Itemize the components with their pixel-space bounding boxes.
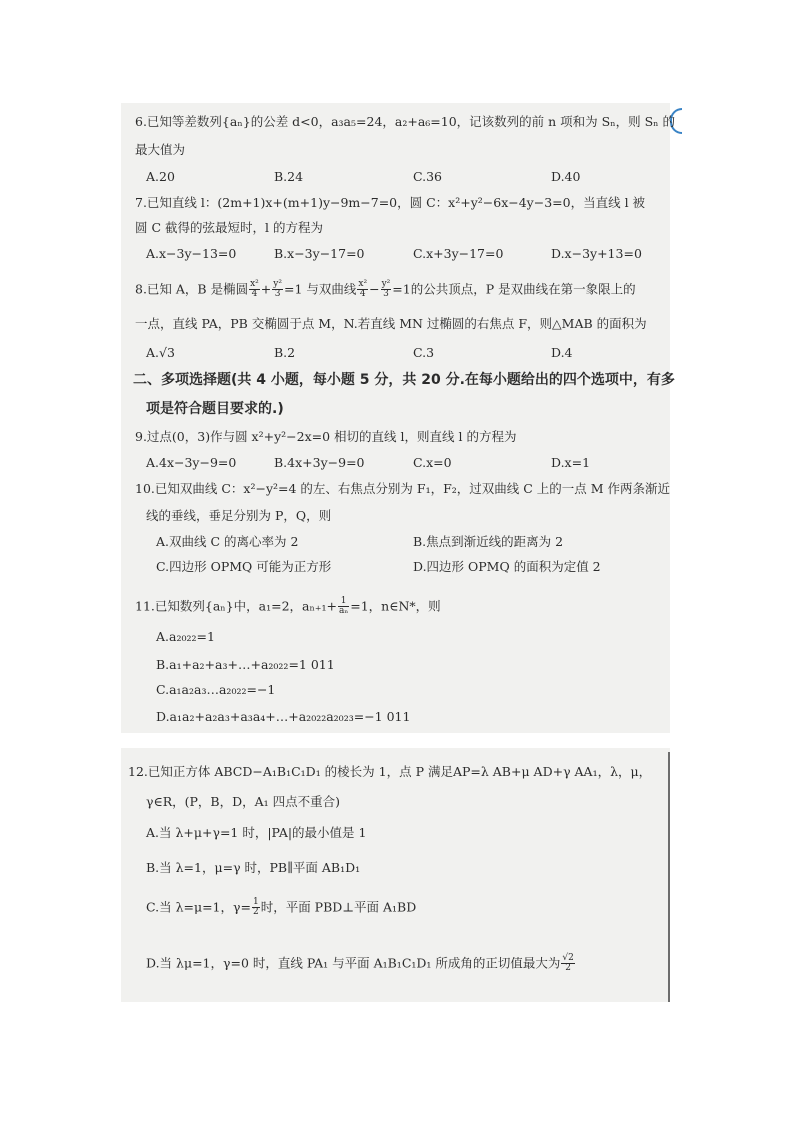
- q11-option-b: B.a₁+a₂+a₃+…+a₂₀₂₂=1 011: [156, 657, 335, 672]
- q8-stem-line2: 一点，直线 PA，PB 交椭圆于点 M，N.若直线 MN 过椭圆的右焦点 F，则△MAB 的面积为: [135, 316, 647, 331]
- q6-option-a: A.20: [146, 169, 175, 184]
- section2-heading-line2: 项是符合题目要求的.): [146, 401, 284, 417]
- q9-option-a: A.4x−3y−9=0: [146, 455, 237, 470]
- q9-option-b: B.4x+3y−9=0: [274, 455, 365, 470]
- q12-option-d: D.当 λμ=1，γ=0 时，直线 PA₁ 与平面 A₁B₁C₁D₁ 所成角的正切值最大为 $\frac{√2}{2}$: [146, 953, 574, 974]
- q10-option-c: C.四边形 OPMQ 可能为正方形: [156, 559, 332, 574]
- ellipse-y-fraction: $\frac{\text{y²}}{3}$: [273, 279, 282, 300]
- q8-option-c: C.3: [413, 345, 435, 360]
- q10-stem-line1: 10.已知双曲线 C：x²−y²=4 的左、右焦点分别为 F₁，F₂，过双曲线 C 上的一点 M 作两条渐近: [135, 481, 671, 496]
- hyperbola-y-fraction: $\frac{\text{y²}}{3}$: [381, 279, 391, 300]
- q11-option-d: D.a₁a₂+a₂a₃+a₃a₄+…+a₂₀₂₂a₂₀₂₃=−1 011: [156, 709, 411, 724]
- q12-stem-line2: γ∈R，(P，B，D，A₁ 四点不重合): [146, 794, 341, 809]
- q7-option-c: C.x+3y−17=0: [413, 246, 504, 261]
- q7-option-d: D.x−3y+13=0: [551, 246, 642, 261]
- q7-stem-line1: 7.已知直线 l：(2m+1)x+(m+1)y−9m−7=0，圆 C：x²+y²−6x−4y−3=0，当直线 l 被: [135, 195, 646, 210]
- q12-stem-line1: 12.已知正方体 ABCD−A₁B₁C₁D₁ 的棱长为 1，点 P 满足AP=λ AB+μ AD+γ AA₁，λ，μ，: [128, 764, 652, 779]
- q7-option-a: A.x−3y−13=0: [146, 246, 237, 261]
- hyperbola-x-fraction: $\frac{\text{x²}}{4}$: [358, 279, 368, 300]
- q12-d-fraction: $\frac{√2}{2}$: [562, 953, 574, 974]
- q10-option-b: B.焦点到渐近线的距离为 2: [413, 534, 564, 549]
- q10-stem-line2: 线的垂线，垂足分别为 P，Q，则: [146, 508, 332, 523]
- q8-option-b: B.2: [274, 345, 296, 360]
- page-edge: [668, 752, 670, 1002]
- q7-stem-line2: 圆 C 截得的弦最短时，l 的方程为: [135, 220, 323, 235]
- q12-option-a: A.当 λ+μ+γ=1 时，|PA|的最小值是 1: [146, 825, 367, 840]
- q12-option-b: B.当 λ=1，μ=γ 时，PB∥平面 AB₁D₁: [146, 860, 361, 875]
- q11-option-c: C.a₁a₂a₃…a₂₀₂₂=−1: [156, 682, 276, 697]
- q8-option-d: D.4: [551, 345, 573, 360]
- q9-option-d: D.x=1: [551, 455, 591, 470]
- q10-option-d: D.四边形 OPMQ 的面积为定值 2: [413, 559, 601, 574]
- q7-option-b: B.x−3y−17=0: [274, 246, 365, 261]
- q8-stem-line1: 8.已知 A，B 是椭圆 $\frac{\text{x²}}{4}$ + $\frac{\text{y²}}{3}$ =1 与双曲线 $\frac{\text{x²}}{4}$ − $\frac{\text{y²}}{3}$ =1的公共顶点，P 是双曲线在第一象限上的: [135, 279, 636, 300]
- q11-fraction: $\frac{1}{\text{aₙ}}$: [338, 596, 349, 617]
- q6-option-c: C.36: [413, 169, 442, 184]
- q6-stem-line2: 最大值为: [135, 142, 186, 157]
- q10-option-a: A.双曲线 C 的离心率为 2: [156, 534, 299, 549]
- q8-option-a: A.√3: [146, 345, 175, 360]
- q6-stem-line1: 6.已知等差数列{aₙ}的公差 d<0，a₃a₅=24，a₂+a₆=10，记该数列的前 n 项和为 Sₙ，则 Sₙ 的: [135, 114, 676, 129]
- section2-heading-line1: 二、多项选择题(共 4 小题，每小题 5 分，共 20 分.在每小题给出的四个选项中，有多: [133, 372, 675, 388]
- q12-c-fraction: $\frac{1}{2}$: [252, 897, 259, 918]
- q9-option-c: C.x=0: [413, 455, 452, 470]
- q11-option-a: A.a₂₀₂₂=1: [156, 629, 215, 644]
- q9-stem: 9.过点(0，3)作与圆 x²+y²−2x=0 相切的直线 l，则直线 l 的方程为: [135, 429, 517, 444]
- ellipse-x-fraction: $\frac{\text{x²}}{4}$: [250, 279, 259, 300]
- q11-stem: 11.已知数列{aₙ}中，a₁=2，aₙ₊₁+ $\frac{1}{\text{aₙ}}$ =1，n∈N*，则: [135, 596, 441, 617]
- q12-option-c: C.当 λ=μ=1，γ= $\frac{1}{2}$ 时，平面 PBD⊥平面 A₁BD: [146, 897, 417, 918]
- q6-option-d: D.40: [551, 169, 581, 184]
- q6-option-b: B.24: [274, 169, 304, 184]
